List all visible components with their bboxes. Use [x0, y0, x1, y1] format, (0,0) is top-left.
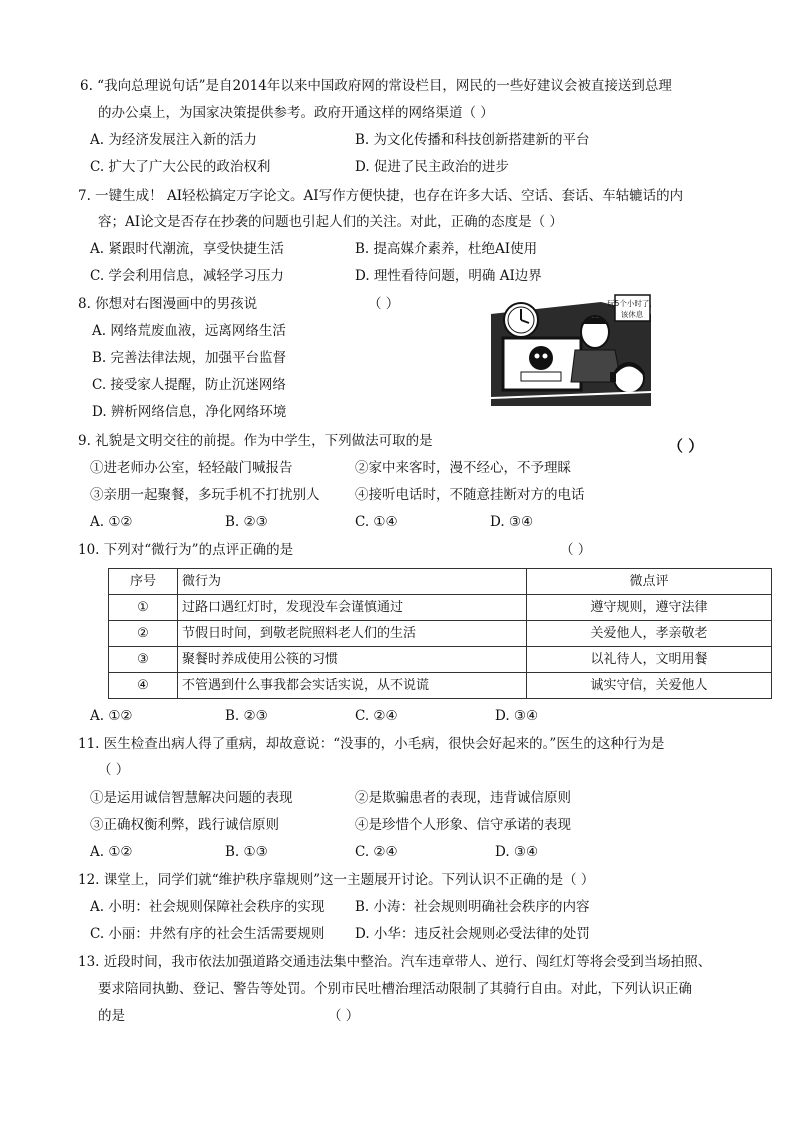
q9-stem: 9. 礼貌是文明交往的前提。作为中学生，下列做法可取的是	[78, 433, 433, 449]
q7-stem-line1: 7. 一键生成！ AI轻松搞定万字论文。AI写作方便快捷，也存在许多大话、空话、套话、车轱辘话的内	[78, 188, 684, 204]
q12-stem: 12. 课堂上，同学们就“维护秩序靠规则”这一主题展开讨论。下列认识不正确的是（ ）	[78, 872, 595, 888]
q6-option-d: D. 促进了民主政治的进步	[355, 159, 509, 175]
table-row	[109, 595, 772, 621]
table-row	[109, 647, 772, 673]
cartoon-bubble-line1: 玩5个小时了，	[607, 299, 657, 308]
header-comment: 微点评	[527, 569, 772, 595]
q12-option-b: B. 小涛：社会规则明确社会秩序的内容	[355, 899, 590, 915]
q12-option-d: D. 小华：违反社会规则必受法律的处罚	[355, 926, 590, 942]
q9-option-c: C. ①④	[355, 514, 398, 530]
q7-option-b: B. 提高媒介素养，杜绝AI使用	[355, 241, 538, 257]
q11-answer-paren: （ ）	[98, 762, 130, 778]
row-comment: 诚实守信，关爱他人	[527, 673, 772, 699]
row-behavior: 不管遇到什么事我都会实话实说，从不说谎	[178, 673, 527, 699]
cartoon-bubble-line2: 该休息	[620, 310, 644, 319]
q7-stem-line2: 容；AI论文是否存在抄袭的问题也引起人们的关注。对此，正确的态度是（ ）	[98, 214, 563, 230]
q13-stem-line1: 13. 近段时间，我市依法加强道路交通违法集中整治。汽车违章带人、逆行、闯红灯等将会受到当场拍照、	[78, 954, 712, 970]
q8-stem: 8. 你想对右图漫画中的男孩说	[78, 296, 258, 312]
q11-item-4: ④是珍惜个人形象、信守承诺的表现	[355, 817, 571, 833]
q8-option-c: C. 接受家人提醒，防止沉迷网络	[92, 377, 286, 393]
q11-option-a: A. ①②	[90, 844, 133, 860]
q9-item-1: ①进老师办公室，轻轻敲门喊报告	[90, 460, 293, 476]
table-header-row	[109, 569, 772, 595]
q9-item-2: ②家中来客时，漫不经心，不予理睬	[355, 460, 571, 476]
q11-option-d: D. ③④	[495, 844, 539, 860]
q7-option-c: C. 学会利用信息，减轻学习压力	[90, 268, 284, 284]
q11-option-b: B. ①③	[225, 844, 268, 860]
row-comment: 以礼待人，文明用餐	[527, 647, 772, 673]
q10-stem: 10. 下列对“微行为”的点评正确的是	[78, 542, 294, 558]
q10-option-a: A. ①②	[90, 708, 133, 724]
q8-option-a: A. 网络荒废血液，远离网络生活	[92, 323, 286, 339]
q9-item-3: ③亲朋一起聚餐，多玩手机不打扰别人	[90, 487, 320, 503]
q10-option-b: B. ②③	[225, 708, 268, 724]
row-comment: 关爱他人，孝亲敬老	[527, 621, 772, 647]
q10-option-d: D. ③④	[495, 708, 539, 724]
q6-stem-line2: 的办公桌上，为国家决策提供参考。政府开通这样的网络渠道（ ）	[98, 105, 494, 121]
q9-answer-paren: （ ）	[668, 437, 704, 455]
row-comment: 遵守规则，遵守法律	[527, 595, 772, 621]
q11-option-c: C. ②④	[355, 844, 398, 860]
q12-option-a: A. 小明：社会规则保障社会秩序的实现	[90, 899, 325, 915]
q8-option-b: B. 完善法律法规，加强平台监督	[92, 350, 287, 366]
table-row	[109, 621, 772, 647]
q9-item-4: ④接听电话时，不随意挂断对方的电话	[355, 487, 585, 503]
q6-stem-line1: 6. “我向总理说句话”是自2014年以来中国政府网的常设栏目，网民的一些好建议会被直接送到总理	[80, 78, 672, 94]
q9-option-a: A. ①②	[90, 514, 133, 530]
q11-stem: 11. 医生检查出病人得了重病，却故意说：“没事的，小毛病，很快会好起来的。”医生的这种行为是	[78, 736, 665, 752]
header-index: 序号	[109, 569, 178, 595]
q8-answer-paren: （ ）	[368, 296, 400, 312]
row-behavior: 聚餐时养成使用公筷的习惯	[178, 647, 527, 673]
q11-item-1: ①是运用诚信智慧解决问题的表现	[90, 790, 293, 806]
q7-option-d: D. 理性看待问题，明确 AI边界	[355, 268, 542, 284]
q6-option-b: B. 为文化传播和科技创新搭建新的平台	[355, 132, 590, 148]
q6-option-c: C. 扩大了广大公民的政治权利	[90, 159, 271, 175]
row-index: ④	[109, 673, 178, 699]
q11-item-2: ②是欺骗患者的表现，违背诚信原则	[355, 790, 571, 806]
q8-cartoon-image	[491, 294, 657, 406]
q13-answer-paren: （ ）	[328, 1008, 360, 1024]
q6-option-a: A. 为经济发展注入新的活力	[90, 132, 257, 148]
q13-stem-line2: 要求陪同执勤、登记、警告等处罚。个别市民吐槽治理活动限制了其骑行自由。对此，下列认识正确	[98, 981, 692, 997]
q9-option-d: D. ③④	[490, 514, 534, 530]
row-index: ①	[109, 595, 178, 621]
q10-answer-paren: （ ）	[560, 542, 592, 558]
q12-option-c: C. 小丽：井然有序的社会生活需要规则	[90, 926, 325, 942]
q13-stem-line3: 的是	[98, 1008, 125, 1024]
q10-option-c: C. ②④	[355, 708, 398, 724]
table-row	[109, 673, 772, 699]
row-behavior: 节假日时间，到敬老院照料老人们的生活	[178, 621, 527, 647]
q9-option-b: B. ②③	[225, 514, 268, 530]
cartoon-illustration	[491, 294, 657, 406]
header-behavior: 微行为	[178, 569, 527, 595]
row-behavior: 过路口遇红灯时，发现没车会谨慎通过	[178, 595, 527, 621]
q11-item-3: ③正确权衡利弊，践行诚信原则	[90, 817, 279, 833]
row-index: ②	[109, 621, 178, 647]
row-index: ③	[109, 647, 178, 673]
q10-table	[108, 568, 772, 699]
q8-option-d: D. 辨析网络信息，净化网络环境	[92, 404, 287, 420]
q7-option-a: A. 紧跟时代潮流，享受快捷生活	[90, 241, 284, 257]
